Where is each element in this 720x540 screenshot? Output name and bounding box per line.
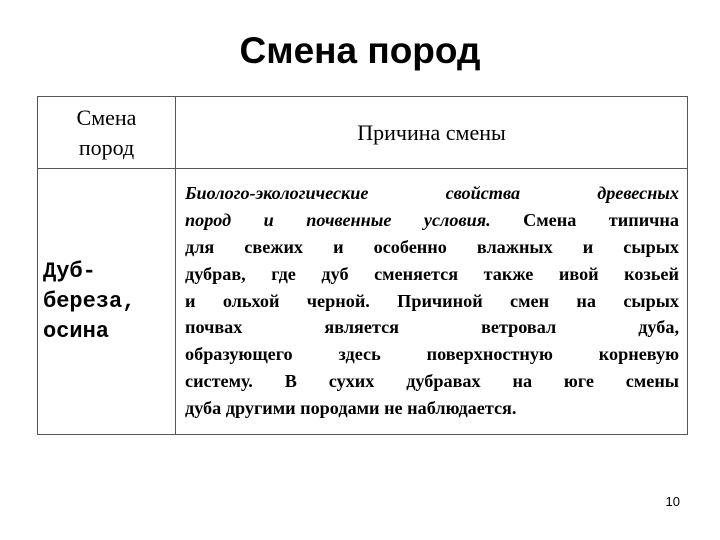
slide-title: Смена пород <box>239 30 481 71</box>
cause-line-9: дуба другими породами не наблюдается. <box>185 397 517 418</box>
header-species-change <box>38 97 176 169</box>
cause-line-4: дубрав, где дуб сменяется также ивой козьей <box>185 263 679 284</box>
cause-line-1 <box>185 180 679 207</box>
page-number: 10 <box>665 494 680 509</box>
cause-line-2 <box>185 207 679 234</box>
header-species-change-line1: Смена <box>76 104 137 130</box>
header-species-change-line2: пород <box>78 134 135 160</box>
table-header-row <box>38 97 688 169</box>
table-row <box>38 169 688 435</box>
cause-line-5: и ольхой черной. Причиной смен на сырых <box>185 290 679 311</box>
species-line-2: береза, <box>43 288 136 314</box>
cause-line-3: для свежих и особенно влажных и сырых <box>185 237 679 257</box>
cause-line-6: почвах является ветровал дуба, <box>185 317 679 338</box>
species-line-1: Дуб- <box>43 258 96 284</box>
cause-line-8: систему. В сухих дубравах на юге смены <box>185 370 679 391</box>
cause-italic-1: Биолого-экологические свойства древесных <box>185 183 679 204</box>
header-change-cause: Причина смены <box>176 97 688 169</box>
species-change-table <box>37 96 688 435</box>
species-line-3: осина <box>43 318 110 344</box>
species-cell <box>38 169 176 435</box>
cause-italic-2: пород и почвенные условия. <box>185 210 491 231</box>
cause-line-2-rest: Смена типична <box>490 210 680 231</box>
cause-cell <box>176 169 688 435</box>
cause-line-7: образующего здесь поверхностную корневую <box>185 344 679 365</box>
